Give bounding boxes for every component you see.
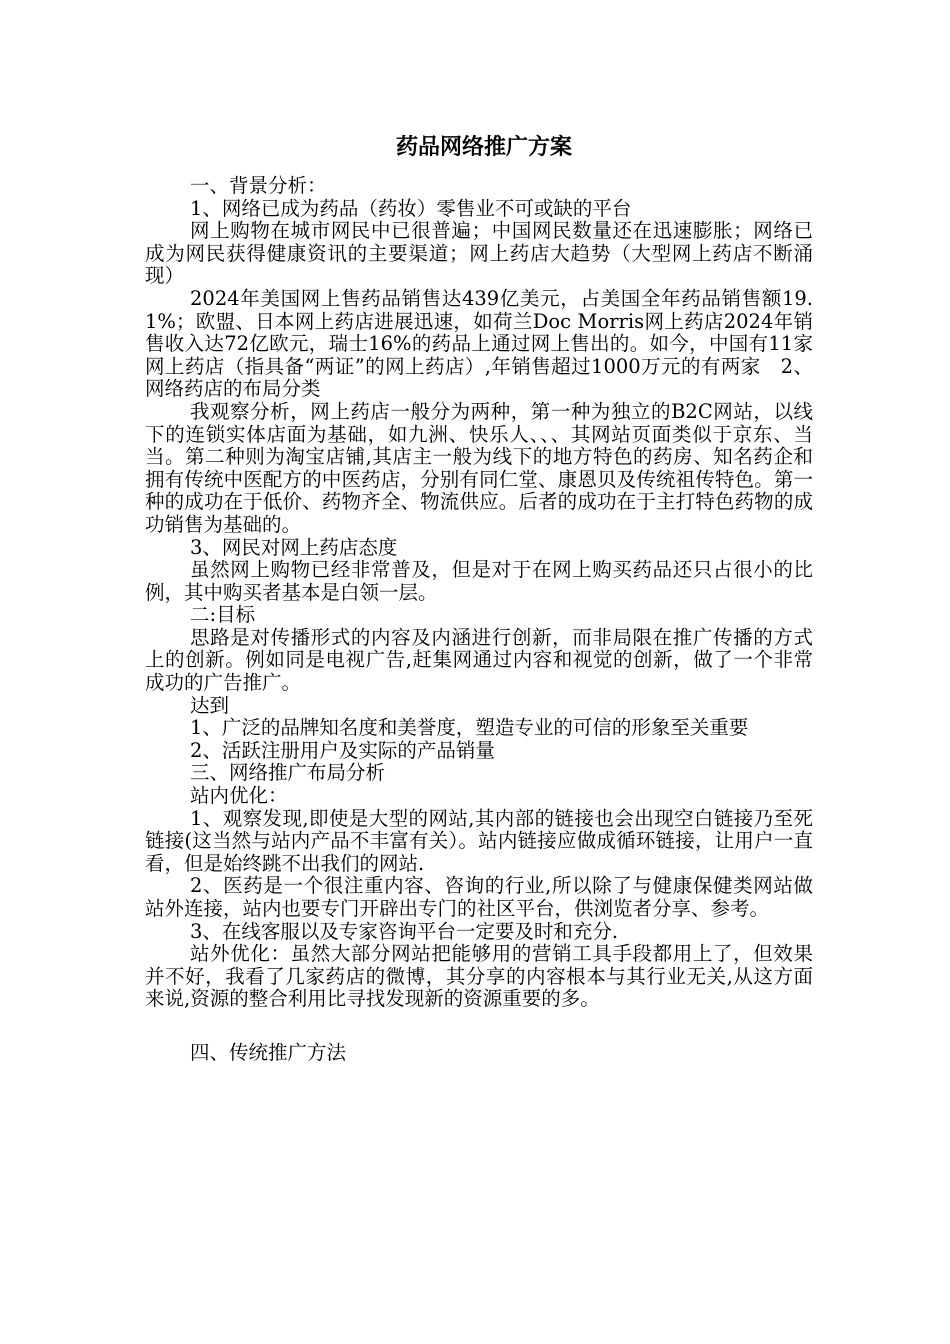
paragraph-attitude-heading: 3、网民对网上药店态度 [190,535,398,559]
paragraph-background-heading: 一、背景分析： [190,174,327,197]
paragraph-gap [145,1011,813,1042]
paragraph-offsite: 站外优化：虽然大部分网站把能够用的营销工具手段都用上了，但效果并不好，我看了几家药店的微博，其分享的内容根本与其行业无关,从这方面来说,资源的整合利用比寻找发现新的资源重要的多。 [145,942,813,1011]
paragraph-layout-heading: 三、网络推广布局分析 [190,761,386,785]
paragraph-customer-service: 3、在线客服以及专家咨询平台一定要及时和充分. [190,919,619,943]
paragraph-goal-heading: 二:目标 [190,603,256,627]
paragraph-onsite-heading: 站内优化： [190,784,288,808]
paragraph-network-platform: 1、网络已成为药品（药妆）零售业不可或缺的平台 [190,196,632,220]
paragraph-active-users: 2、活跃注册用户及实际的产品销量 [190,738,495,762]
paragraph-innovation: 思路是对传播形式的内容及内涵进行创新，而非局限在推广传播的方式上的创新。例如同是电视广告,赶集网通过内容和视觉的创新，做了一个非常成功的广告推广。 [145,625,813,695]
paragraph-achieve: 达到 [190,693,230,717]
paragraph-store-types: 我观察分析，网上药店一般分为两种，第一种为独立的B2C网站，以线下的连锁实体店面为基础，如九洲、快乐人、、、其网站页面类似于京东、当当。第二种则为淘宝店铺,其店主一般为线下的地方特色的药房、知名药企和拥有传统中医配方的中医药店，分别有同仁堂、康恩贝及传统祖传特色。第一种的成功在于低价、药物齐全、物流供应。后者的成功在于主打特色药物的成功销售为基础的。 [145,399,813,536]
paragraph-online-shopping: 网上购物在城市网民中已很普遍；中国网民数量还在迅速膨胀；网络已成为网民获得健康资讯的主要渠道；网上药店大趋势（大型网上药店不断涌现） [145,219,813,288]
document-page [145,133,813,1065]
document-title: 药品网络推广方案 [395,134,572,160]
paragraph-community: 2、医药是一个很注重内容、咨询的行业,所以除了与健康保健类网站做站外连接，站内也要专门开辟出专门的社区平台，供浏览者分享、参考。 [145,874,813,920]
paragraph-brand-awareness: 1、广泛的品牌知名度和美誉度，塑造专业的可信的形象至关重要 [190,716,749,740]
paragraph-traditional-heading: 四、传统推广方法 [190,1040,347,1064]
paragraph-us-sales: 2024年美国网上售药品销售达439亿美元，占美国全年药品销售额19.1%；欧盟、日本网上药店进展迅速，如荷兰Doc Morris网上药店2024年销售收入达72亿欧元，瑞士16%的药品上通过网上售出的。如今，中国有11家网上药店（指具备“两证”的网上药店）,年销售超过1000万元的有两家 2、网络药店的布局分类 [145,286,813,401]
paragraph-attitude: 虽然网上购物已经非常普及，但是对于在网上购买药品还只占很小的比例，其中购买者基本是白领一层。 [145,558,813,604]
paragraph-internal-links: 1、观察发现,即使是大型的网站,其内部的链接也会出现空白链接乃至死链接(这当然与站内产品不丰富有关）。站内链接应做成循环链接，让用户一直看，但是始终跳不出我们的网站. [145,806,813,875]
